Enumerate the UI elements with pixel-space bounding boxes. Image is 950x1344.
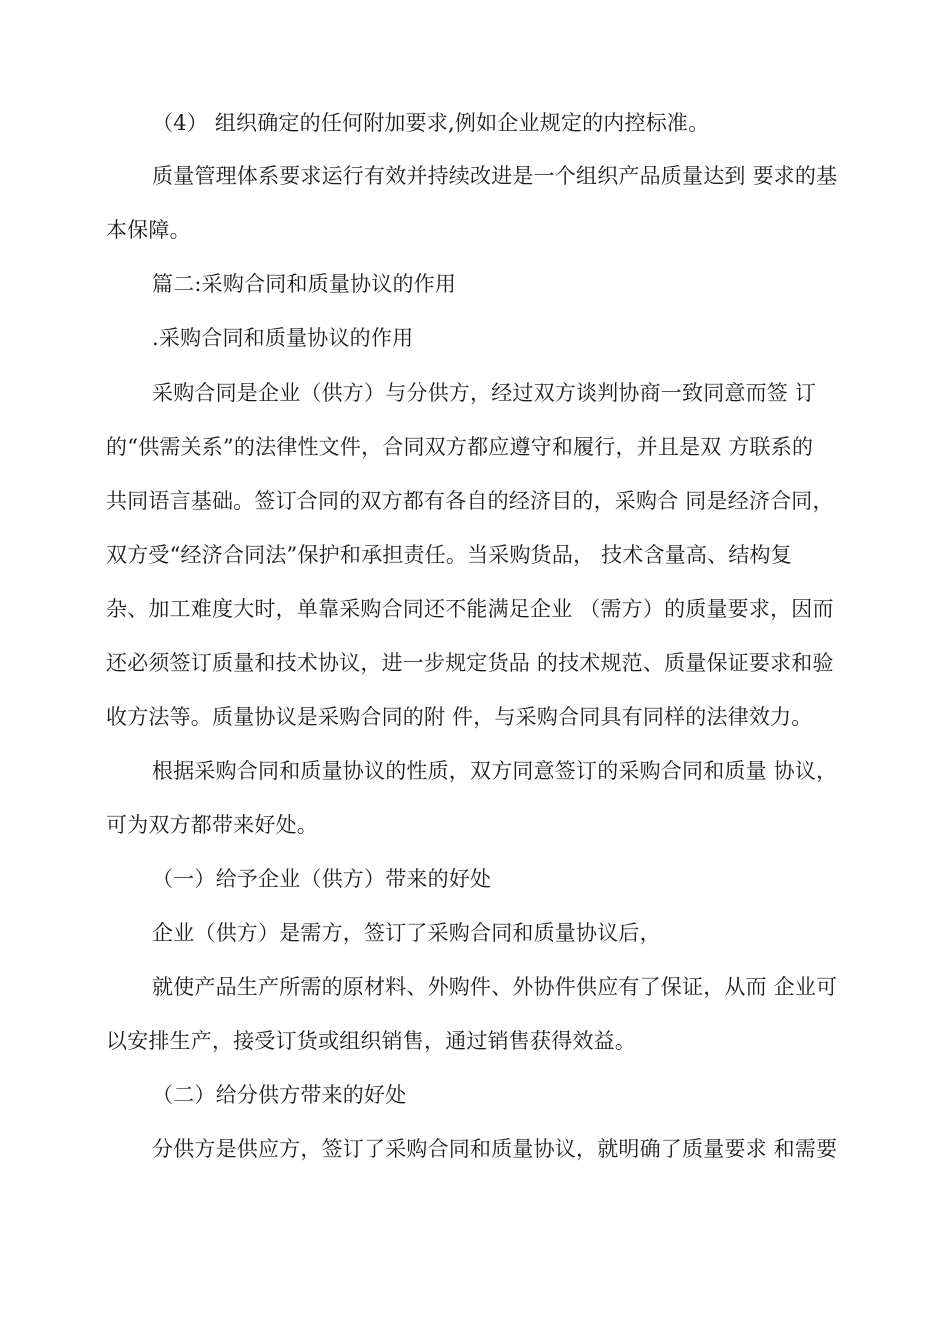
paragraph-enterprise-line-3: 以安排生产，接受订货或组织销售，通过销售获得效益。 (106, 1029, 636, 1053)
paragraph-qms-line-2: 本保障。 (106, 218, 191, 242)
paragraph-contract-line-3: 共同语言基础。签订合同的双方都有各自的经济目的，采购合 同是经济合同， (106, 489, 834, 513)
subheading-benefit-1: （一）给予企业（供方）带来的好处 (152, 867, 492, 891)
paragraph-benefits-line-1: 根据采购合同和质量协议的性质，双方同意签订的采购合同和质量 协议， (152, 759, 838, 783)
paragraph-contract-line-7: 收方法等。质量协议是采购合同的附 件，与采购合同具有同样的法律效力。 (106, 705, 813, 729)
paragraph-qms-line-1: 质量管理体系要求运行有效并持续改进是一个组织产品质量达到 要求的基 (152, 164, 838, 188)
paragraph-contract-line-5: 杂、加工难度大时，单靠采购合同还不能满足企业 （需方）的质量要求，因而 (106, 597, 834, 621)
paragraph-contract-line-4: 双方受“经济合同法”保护和承担责任。当采购货品， 技术含量高、结构复 (106, 543, 792, 567)
paragraph-item-4: （4） 组织确定的任何附加要求,例如企业规定的内控标准。 (152, 111, 710, 135)
paragraph-benefits-line-2: 可为双方都带来好处。 (106, 813, 318, 837)
subheading-benefit-2: （二）给分供方带来的好处 (152, 1083, 407, 1107)
paragraph-contract-line-2: 的“供需关系”的法律性文件，合同双方都应遵守和履行，并且是双 方联系的 (106, 435, 814, 459)
paragraph-enterprise-line-2: 就使产品生产所需的原材料、外购件、外协件供应有了保证，从而 企业可 (152, 975, 838, 999)
section-subheading: .采购合同和质量协议的作用 (152, 326, 414, 350)
section-heading: 篇二:采购合同和质量协议的作用 (152, 272, 457, 296)
paragraph-enterprise-line-1: 企业（供方）是需方，签订了采购合同和质量协议后， (152, 921, 661, 945)
paragraph-supplier-line-1: 分供方是供应方，签订了采购合同和质量协议，就明确了质量要求 和需要 (152, 1137, 838, 1161)
paragraph-contract-line-1: 采购合同是企业（供方）与分供方，经过双方谈判协商一致同意而签 订 (152, 381, 817, 405)
paragraph-contract-line-6: 还必须签订质量和技术协议，进一步规定货品 的技术规范、质量保证要求和验 (106, 651, 834, 675)
